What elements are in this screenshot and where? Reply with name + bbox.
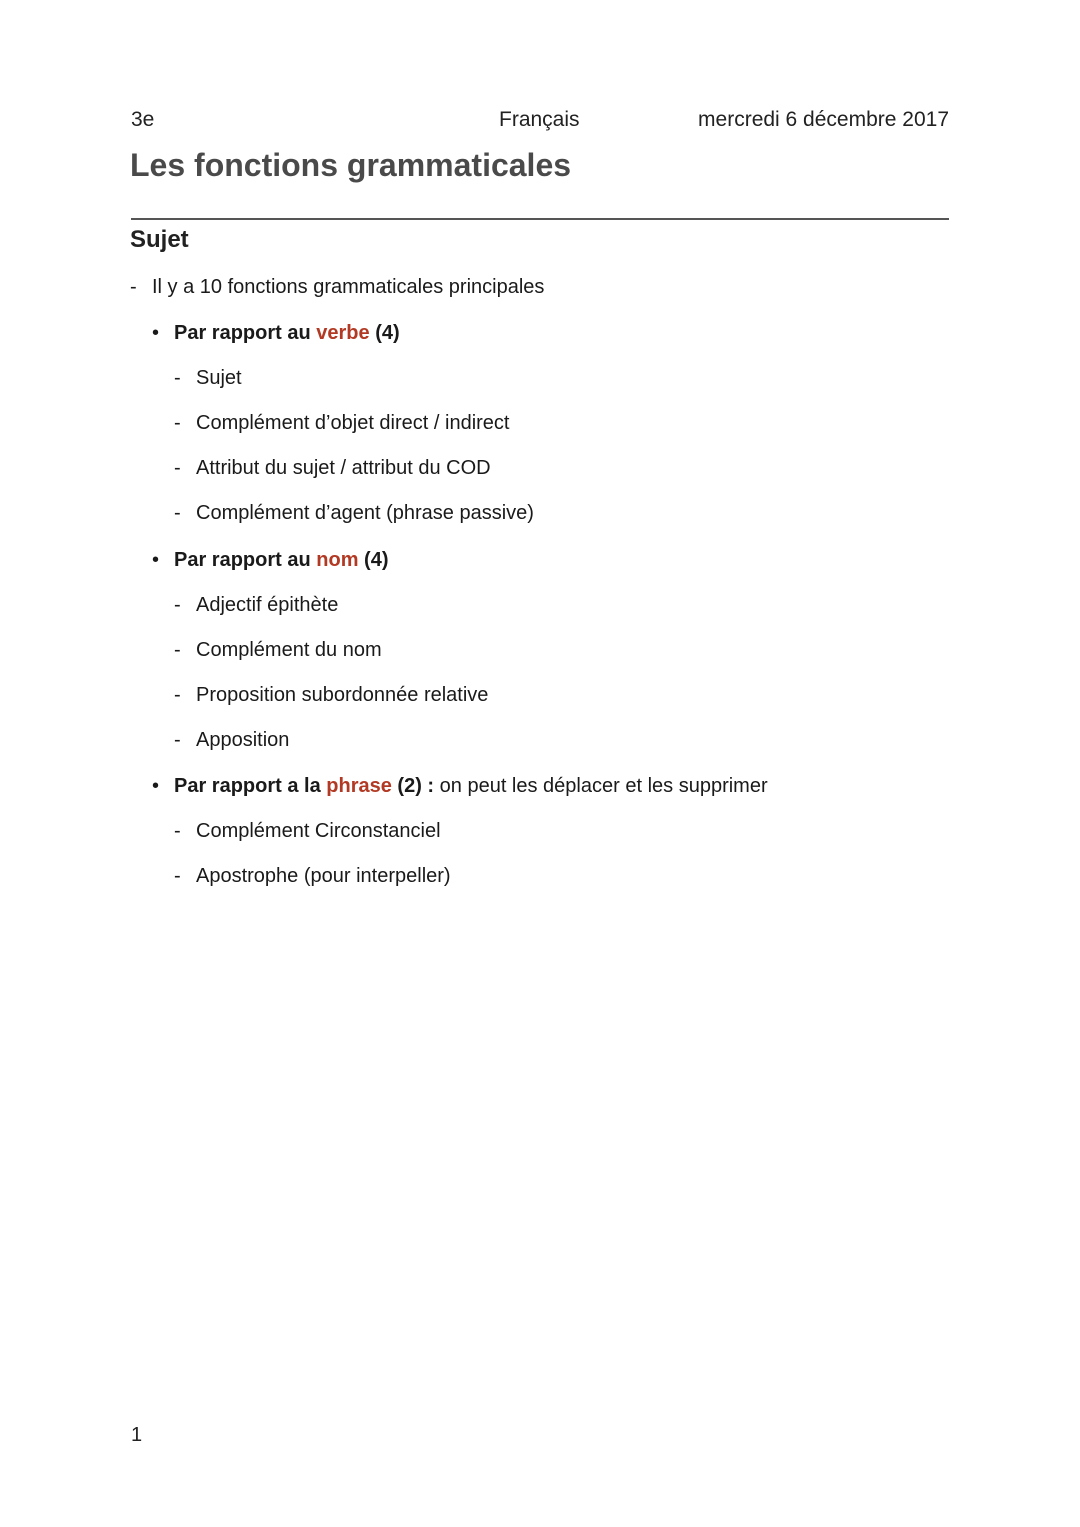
list-item-text: Adjectif épithète	[196, 594, 339, 616]
list-item-text: Complément du nom	[196, 639, 382, 661]
list-item-text: Complément Circonstanciel	[196, 820, 441, 842]
header-date: mercredi 6 décembre 2017	[698, 108, 949, 131]
dash-marker: -	[174, 412, 181, 434]
list-item	[174, 865, 451, 888]
list-item-text: Attribut du sujet / attribut du COD	[196, 457, 491, 479]
page-title: Les fonctions grammaticales	[130, 147, 572, 183]
list-item-text: Apostrophe (pour interpeller)	[196, 865, 451, 887]
list-item	[174, 820, 441, 843]
page-number: 1	[131, 1424, 143, 1446]
dash-marker: -	[174, 820, 181, 842]
dash-marker: -	[174, 367, 181, 389]
group-keyword: phrase	[326, 775, 392, 797]
list-item	[174, 639, 382, 662]
group-prefix: Par rapport a la	[174, 775, 327, 797]
title-divider	[131, 218, 949, 220]
group-prefix: Par rapport au	[174, 549, 317, 571]
list-item	[174, 367, 242, 390]
dash-marker: -	[174, 729, 181, 751]
group-prefix: Par rapport au	[174, 322, 317, 344]
dash-marker: -	[174, 502, 181, 524]
group-note: on peut les déplacer et les supprimer	[434, 775, 768, 797]
bullet-marker: •	[152, 549, 160, 571]
list-item-text: Proposition subordonnée relative	[196, 684, 489, 706]
list-item	[174, 684, 488, 707]
list-item	[174, 412, 509, 435]
intro-text: Il y a 10 fonctions grammaticales principales	[152, 276, 545, 298]
header-subject: Français	[499, 108, 580, 131]
page-header	[131, 108, 949, 136]
dash-marker: -	[174, 865, 181, 887]
list-item-text: Complément d’agent (phrase passive)	[196, 502, 534, 524]
group-keyword: verbe	[316, 322, 370, 344]
dash-marker: -	[174, 639, 181, 661]
bullet-marker: •	[152, 322, 160, 344]
list-item-text: Apposition	[196, 729, 290, 751]
group-heading-phrase	[152, 775, 768, 798]
intro-line	[130, 276, 544, 299]
section-heading: Sujet	[130, 226, 189, 253]
list-item-text: Complément d’objet direct / indirect	[196, 412, 510, 434]
group-suffix: (2) :	[391, 775, 435, 797]
dash-marker: -	[174, 594, 181, 616]
list-item	[174, 594, 338, 617]
bullet-marker: •	[152, 775, 160, 797]
list-item	[174, 502, 534, 525]
list-item	[174, 457, 491, 480]
dash-marker: -	[174, 684, 181, 706]
group-suffix: (4)	[369, 322, 400, 344]
group-suffix: (4)	[358, 549, 389, 571]
group-keyword: nom	[316, 549, 359, 571]
header-class: 3e	[131, 108, 155, 131]
list-item-text: Sujet	[196, 367, 242, 389]
dash-marker: -	[174, 457, 181, 479]
group-heading-nom	[152, 549, 388, 572]
group-heading-verbe	[152, 322, 400, 345]
list-item	[174, 729, 289, 752]
dash-marker: -	[130, 276, 137, 298]
